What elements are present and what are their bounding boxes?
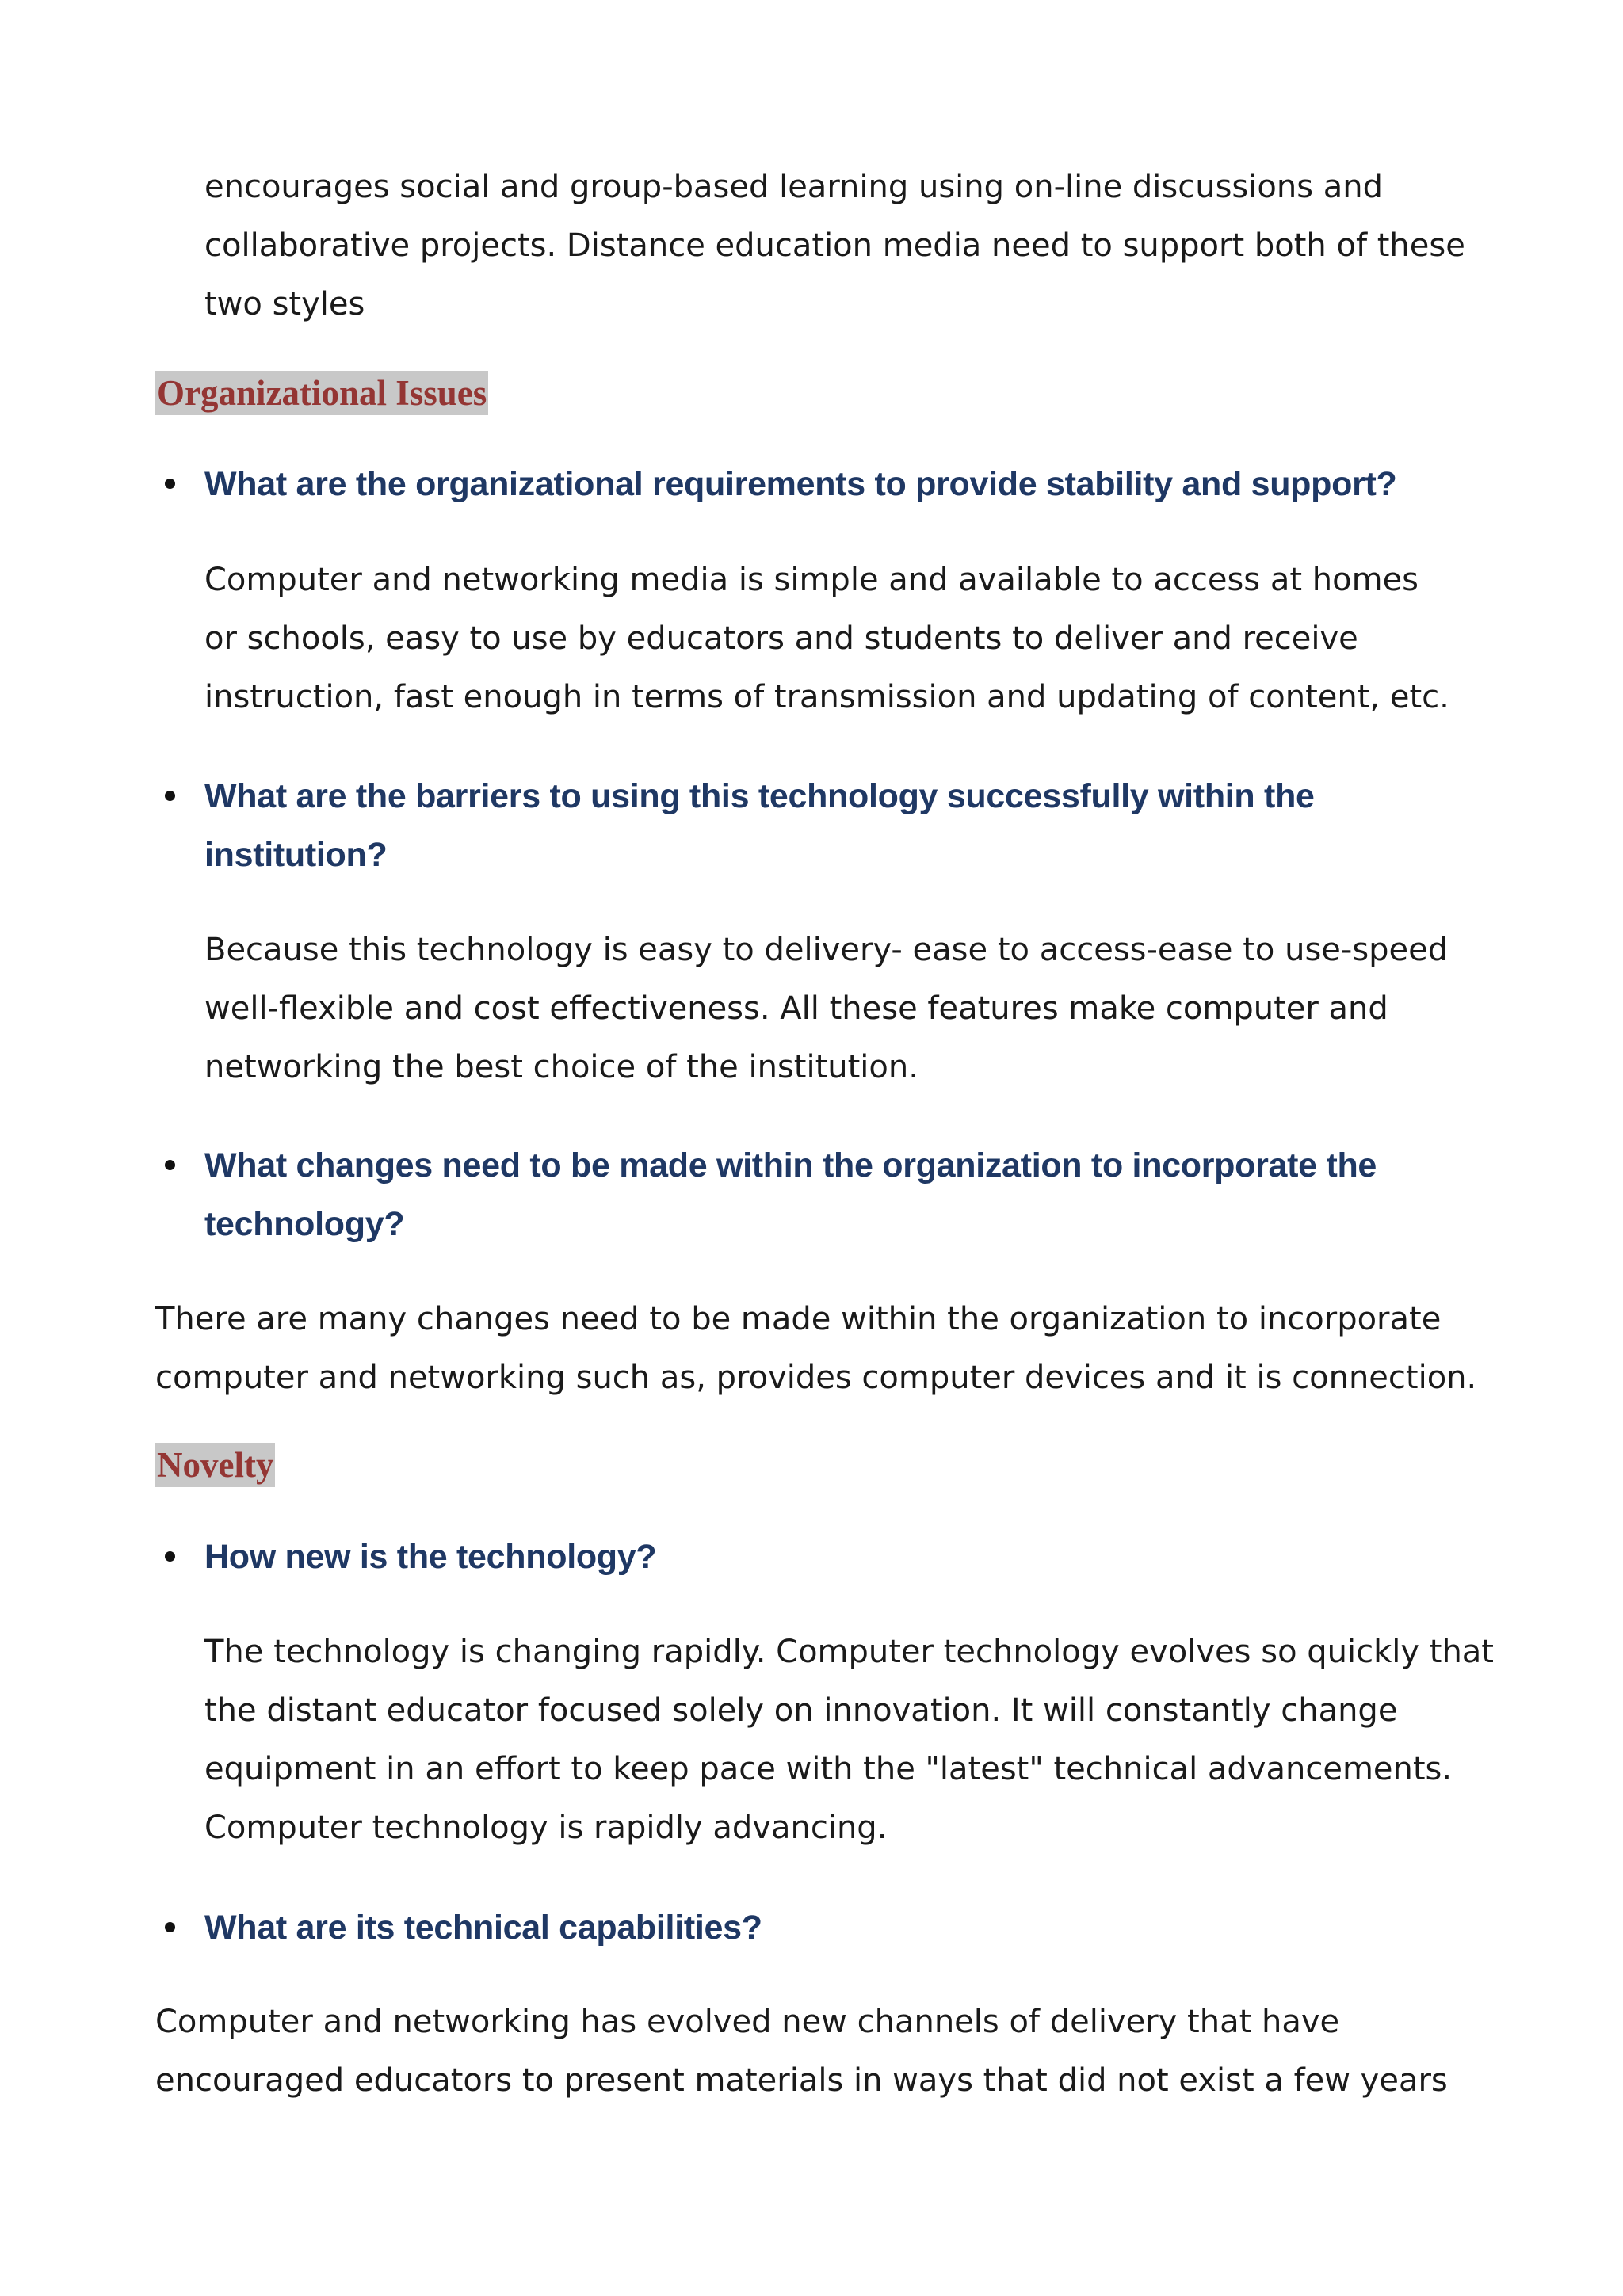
bullet-icon: [165, 1922, 175, 1932]
answer-changes: [155, 1290, 1476, 1407]
question-line: What are the organizational requirements to provide stability and support?: [204, 465, 1397, 503]
paragraph-line: instruction, fast enough in terms of transmission and updating of content, etc.: [204, 679, 1449, 715]
paragraph-line: Computer and networking media is simple and available to access at homes: [204, 562, 1419, 598]
bullet-icon: [165, 1551, 175, 1562]
answer-barriers: [204, 921, 1448, 1097]
question-line: institution?: [204, 836, 388, 874]
paragraph-line: or schools, easy to use by educators and students to deliver and receive: [204, 620, 1358, 657]
question-line: How new is the technology?: [204, 1538, 657, 1576]
section-heading-novelty: Novelty: [155, 1443, 275, 1487]
paragraph-line: encourages social and group-based learning using on-line discussions and: [204, 169, 1384, 205]
question-changes: [204, 1136, 1377, 1253]
question-org-requirements: [204, 455, 1397, 513]
intro-paragraph: [204, 158, 1465, 334]
question-line: What are its technical capabilities?: [204, 1909, 762, 1947]
paragraph-line: two styles: [204, 286, 365, 322]
section-heading-organizational-issues: Organizational Issues: [155, 371, 488, 415]
paragraph-line: Because this technology is easy to delivery- ease to access-ease to use-speed: [204, 932, 1449, 968]
paragraph-line: encouraged educators to present materials in ways that did not exist a few years: [155, 2062, 1448, 2099]
paragraph-line: There are many changes need to be made within the organization to incorporate: [155, 1301, 1442, 1337]
question-how-new: [204, 1527, 656, 1586]
bullet-icon: [165, 791, 175, 801]
paragraph-line: Computer and networking has evolved new channels of delivery that have: [155, 2004, 1340, 2040]
question-line: What changes need to be made within the organization to incorporate the: [204, 1146, 1377, 1184]
question-line: What are the barriers to using this technology successfully within the: [204, 777, 1315, 815]
question-line: technology?: [204, 1205, 405, 1243]
bullet-icon: [165, 479, 175, 489]
answer-org-requirements: [204, 551, 1449, 727]
question-technical-capabilities: [204, 1898, 762, 1957]
answer-how-new: [204, 1623, 1494, 1857]
paragraph-line: computer and networking such as, provides computer devices and it is connection.: [155, 1360, 1477, 1396]
paragraph-line: the distant educator focused solely on innovation. It will constantly change: [204, 1692, 1398, 1729]
paragraph-line: equipment in an effort to keep pace with the "latest" technical advancements.: [204, 1751, 1453, 1787]
bullet-icon: [165, 1160, 175, 1170]
paragraph-line: networking the best choice of the institution.: [204, 1049, 918, 1085]
paragraph-line: well-flexible and cost effectiveness. All these features make computer and: [204, 990, 1388, 1027]
answer-technical-capabilities: [155, 1993, 1448, 2110]
paragraph-line: The technology is changing rapidly. Computer technology evolves so quickly that: [204, 1634, 1494, 1670]
paragraph-line: Computer technology is rapidly advancing.: [204, 1810, 888, 1846]
question-barriers: [204, 767, 1315, 884]
paragraph-line: collaborative projects. Distance education media need to support both of these: [204, 227, 1465, 264]
